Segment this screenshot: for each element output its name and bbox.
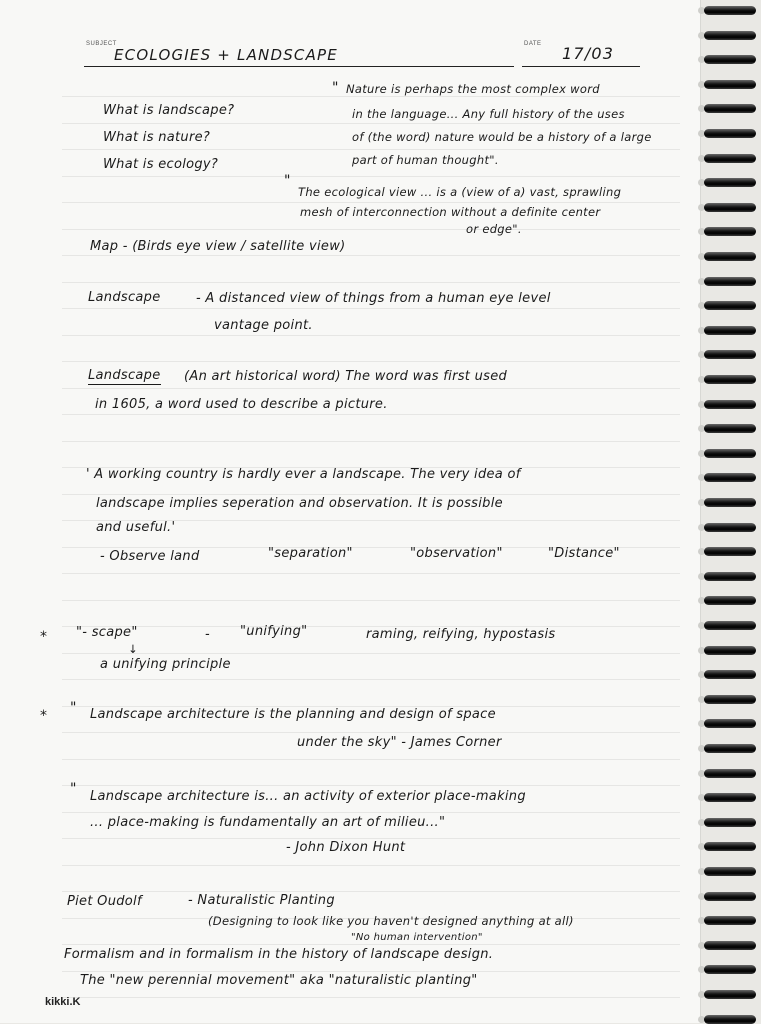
working-quote-line: landscape implies seperation and observation. It is possible <box>96 496 503 511</box>
landscape-term-underlined: Landscape <box>88 368 161 383</box>
down-arrow: ↓ <box>128 642 138 656</box>
ruled-line <box>62 123 680 124</box>
nature-quote-line: part of human thought". <box>352 153 499 167</box>
landscape-history: in 1605, a word used to describe a picture. <box>95 397 388 412</box>
spiral-coil <box>704 31 756 40</box>
date-label: DATE <box>524 41 542 47</box>
spiral-coil <box>704 424 756 433</box>
hunt-attribution: - John Dixon Hunt <box>286 840 406 855</box>
spiral-coil <box>704 695 756 704</box>
ruled-line <box>62 282 680 283</box>
ruled-line <box>62 335 680 336</box>
spiral-coil <box>704 941 756 950</box>
oudolf-note: - Naturalistic Planting <box>188 893 335 908</box>
ruled-line <box>62 732 680 733</box>
subject-line <box>84 66 514 67</box>
ecology-quote-line: The ecological view ... is a (view of a) vast, sprawling <box>298 185 622 199</box>
landscape-definition: - A distanced view of things from a human eye level <box>196 291 551 306</box>
spiral-binding <box>696 0 761 1023</box>
spiral-coil <box>704 252 756 261</box>
oudolf-explanation: (Designing to look like you haven't designed anything at all) <box>208 914 574 928</box>
spiral-coil <box>704 867 756 876</box>
observe-keyword: "Distance" <box>548 546 620 561</box>
spiral-coil <box>704 818 756 827</box>
ruled-line <box>62 361 680 362</box>
spiral-coil <box>704 178 756 187</box>
ruled-line <box>62 759 680 760</box>
spiral-coil <box>704 55 756 64</box>
spiral-coil <box>704 990 756 999</box>
working-quote-line: and useful.' <box>96 520 176 535</box>
spiral-coil <box>704 104 756 113</box>
spiral-coil <box>704 547 756 556</box>
spiral-coil <box>704 842 756 851</box>
spiral-coil <box>704 6 756 15</box>
spiral-coil <box>704 449 756 458</box>
date-value: 17/03 <box>562 44 615 63</box>
working-quote-line: ' A working country is hardly ever a landscape. The very idea of <box>86 467 521 482</box>
spiral-coil <box>704 744 756 753</box>
quote-mark: " <box>70 781 77 797</box>
oudolf-name: Piet Oudolf <box>67 894 142 909</box>
spiral-coil <box>704 892 756 901</box>
ruled-line <box>62 997 680 998</box>
hunt-quote-line: ... place-making is fundamentally an art of milieu..." <box>90 815 446 830</box>
ruled-line <box>62 573 680 574</box>
ecology-quote-line: mesh of interconnection without a definite center <box>300 205 601 219</box>
observe-keyword: "observation" <box>410 546 503 561</box>
spiral-coil <box>704 375 756 384</box>
spiral-coil <box>704 793 756 802</box>
spiral-coil <box>704 769 756 778</box>
ruled-line <box>62 891 680 892</box>
observe-note: - Observe land <box>100 549 200 564</box>
spiral-coil <box>704 203 756 212</box>
ruled-line <box>62 971 680 972</box>
ruled-line <box>62 838 680 839</box>
ruled-line <box>62 653 680 654</box>
page-title: ECOLOGIES + LANDSCAPE <box>114 46 338 64</box>
star-mark: * <box>40 708 48 724</box>
ruled-line <box>62 176 680 177</box>
corner-quote-line: under the sky" - James Corner <box>297 735 502 750</box>
ruled-line <box>62 441 680 442</box>
ruled-line <box>62 255 680 256</box>
spiral-coil <box>704 670 756 679</box>
spiral-coil <box>704 719 756 728</box>
spiral-coil <box>704 301 756 310</box>
ruled-line <box>62 388 680 389</box>
spiral-coil <box>704 646 756 655</box>
quote-mark: " <box>284 173 291 189</box>
landscape-term: Landscape <box>88 290 161 305</box>
ruled-line <box>62 600 680 601</box>
map-note: Map - (Birds eye view / satellite view) <box>90 239 346 254</box>
ruled-line <box>62 785 680 786</box>
spiral-coil <box>704 916 756 925</box>
ruled-line <box>62 414 680 415</box>
spiral-coil <box>704 621 756 630</box>
spiral-coil <box>704 473 756 482</box>
nature-quote-line: Nature is perhaps the most complex word <box>346 82 600 96</box>
nature-quote-line: of (the word) nature would be a history of a large <box>352 130 652 144</box>
ruled-line <box>62 202 680 203</box>
scape-term: "- scape" <box>76 625 138 640</box>
spiral-coil <box>704 227 756 236</box>
scape-keywords: raming, reifying, hypostasis <box>366 627 556 642</box>
landscape-definition: vantage point. <box>214 318 313 333</box>
hunt-quote-line: Landscape architecture is... an activity of exterior place-making <box>90 789 526 804</box>
formalism-note: Formalism and in formalism in the history of landscape design. <box>64 947 494 962</box>
spiral-coil <box>704 400 756 409</box>
question-ecology: What is ecology? <box>103 157 219 172</box>
spiral-coil <box>704 129 756 138</box>
star-mark: * <box>40 629 48 645</box>
spiral-coil <box>704 596 756 605</box>
spiral-coil <box>704 572 756 581</box>
landscape-history: (An art historical word) The word was first used <box>184 369 508 384</box>
ruled-line <box>62 229 680 230</box>
ruled-line <box>62 308 680 309</box>
corner-quote-line: Landscape architecture is the planning and design of space <box>90 707 496 722</box>
spiral-coil <box>704 523 756 532</box>
spiral-coil <box>704 350 756 359</box>
brand-logo: kikki.K <box>45 996 81 1008</box>
ruled-line <box>62 944 680 945</box>
observe-keyword: "separation" <box>268 546 353 561</box>
scape-dash: - <box>205 627 210 642</box>
subject-label: SUBJECT <box>86 41 117 47</box>
question-landscape: What is landscape? <box>103 103 235 118</box>
spiral-coil <box>704 498 756 507</box>
ruled-line <box>62 865 680 866</box>
spiral-coil <box>704 154 756 163</box>
question-nature: What is nature? <box>103 130 211 145</box>
quote-mark: " <box>70 700 77 716</box>
scape-keyword: "unifying" <box>240 624 308 639</box>
spiral-coil <box>704 80 756 89</box>
quote-mark: " <box>332 80 339 96</box>
perennial-note: The "new perennial movement" aka "naturalistic planting" <box>80 973 478 988</box>
ruled-line <box>62 96 680 97</box>
ruled-line <box>62 679 680 680</box>
date-line <box>522 66 640 67</box>
ruled-line <box>62 494 680 495</box>
spiral-coil <box>704 277 756 286</box>
spiral-coil <box>704 326 756 335</box>
ecology-quote-line: or edge". <box>466 222 522 236</box>
ruled-line <box>62 812 680 813</box>
oudolf-aside: "No human intervention" <box>351 932 483 943</box>
spiral-coil <box>704 1015 756 1024</box>
unifying-principle: a unifying principle <box>100 657 231 672</box>
nature-quote-line: in the language... Any full history of the uses <box>352 107 625 121</box>
ruled-line <box>62 149 680 150</box>
spiral-coil <box>704 965 756 974</box>
